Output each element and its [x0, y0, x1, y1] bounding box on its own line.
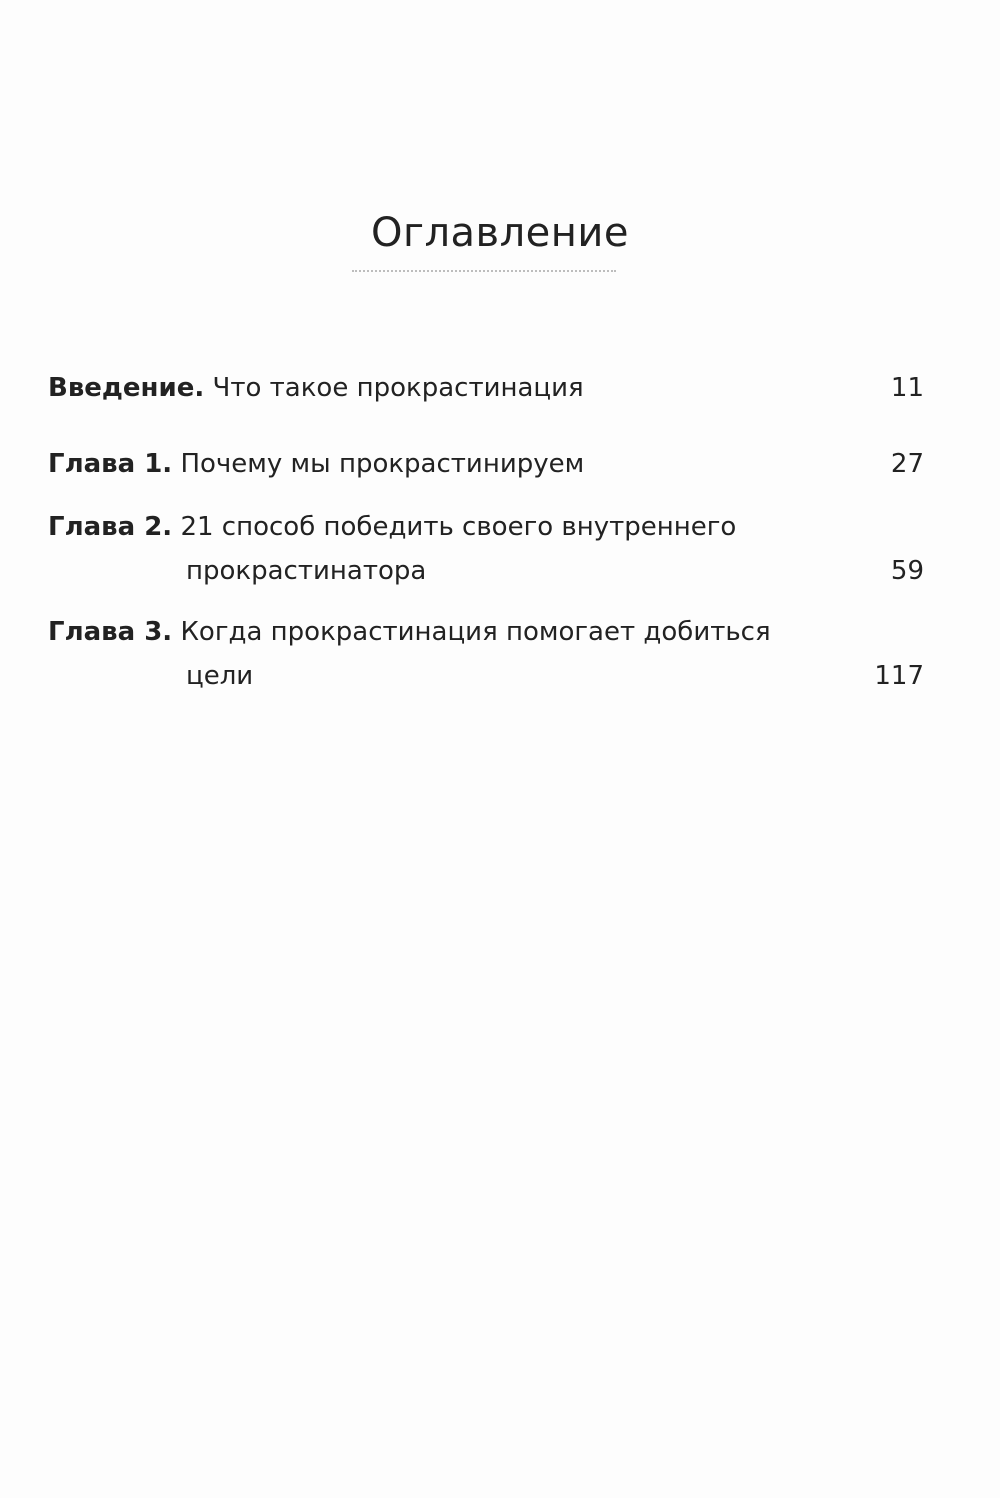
toc-entry-label: Глава 3.	[48, 617, 173, 647]
toc-entry-page: 117	[874, 661, 924, 691]
toc-entry-title: Почему мы прокрастинируем	[180, 449, 585, 479]
toc-entry-label: Глава 2.	[48, 512, 173, 542]
toc-entry-label: Введение.	[48, 373, 205, 403]
toc-entry-page: 27	[890, 449, 924, 479]
title-underline	[352, 270, 616, 272]
toc-entry-chapter-2	[48, 505, 924, 601]
toc-entry-introduction	[48, 366, 924, 410]
toc-entry-label: Глава 1.	[48, 449, 173, 479]
toc-entry-title-continued: цели	[186, 661, 254, 691]
toc-entry-title: Что такое прокрастинация	[212, 373, 584, 403]
page-title: Оглавление	[370, 210, 630, 256]
toc-entry-chapter-1	[48, 442, 924, 486]
toc-entry-chapter-3	[48, 610, 924, 706]
toc-entry-page: 11	[890, 373, 924, 403]
toc-entry-title: 21 способ победить своего внутреннего	[180, 512, 737, 542]
toc-entry-title: Когда прокрастинация помогает добиться	[180, 617, 771, 647]
toc-entry-title-continued: прокрастинатора	[186, 556, 427, 586]
toc-entry-page: 59	[890, 556, 924, 586]
